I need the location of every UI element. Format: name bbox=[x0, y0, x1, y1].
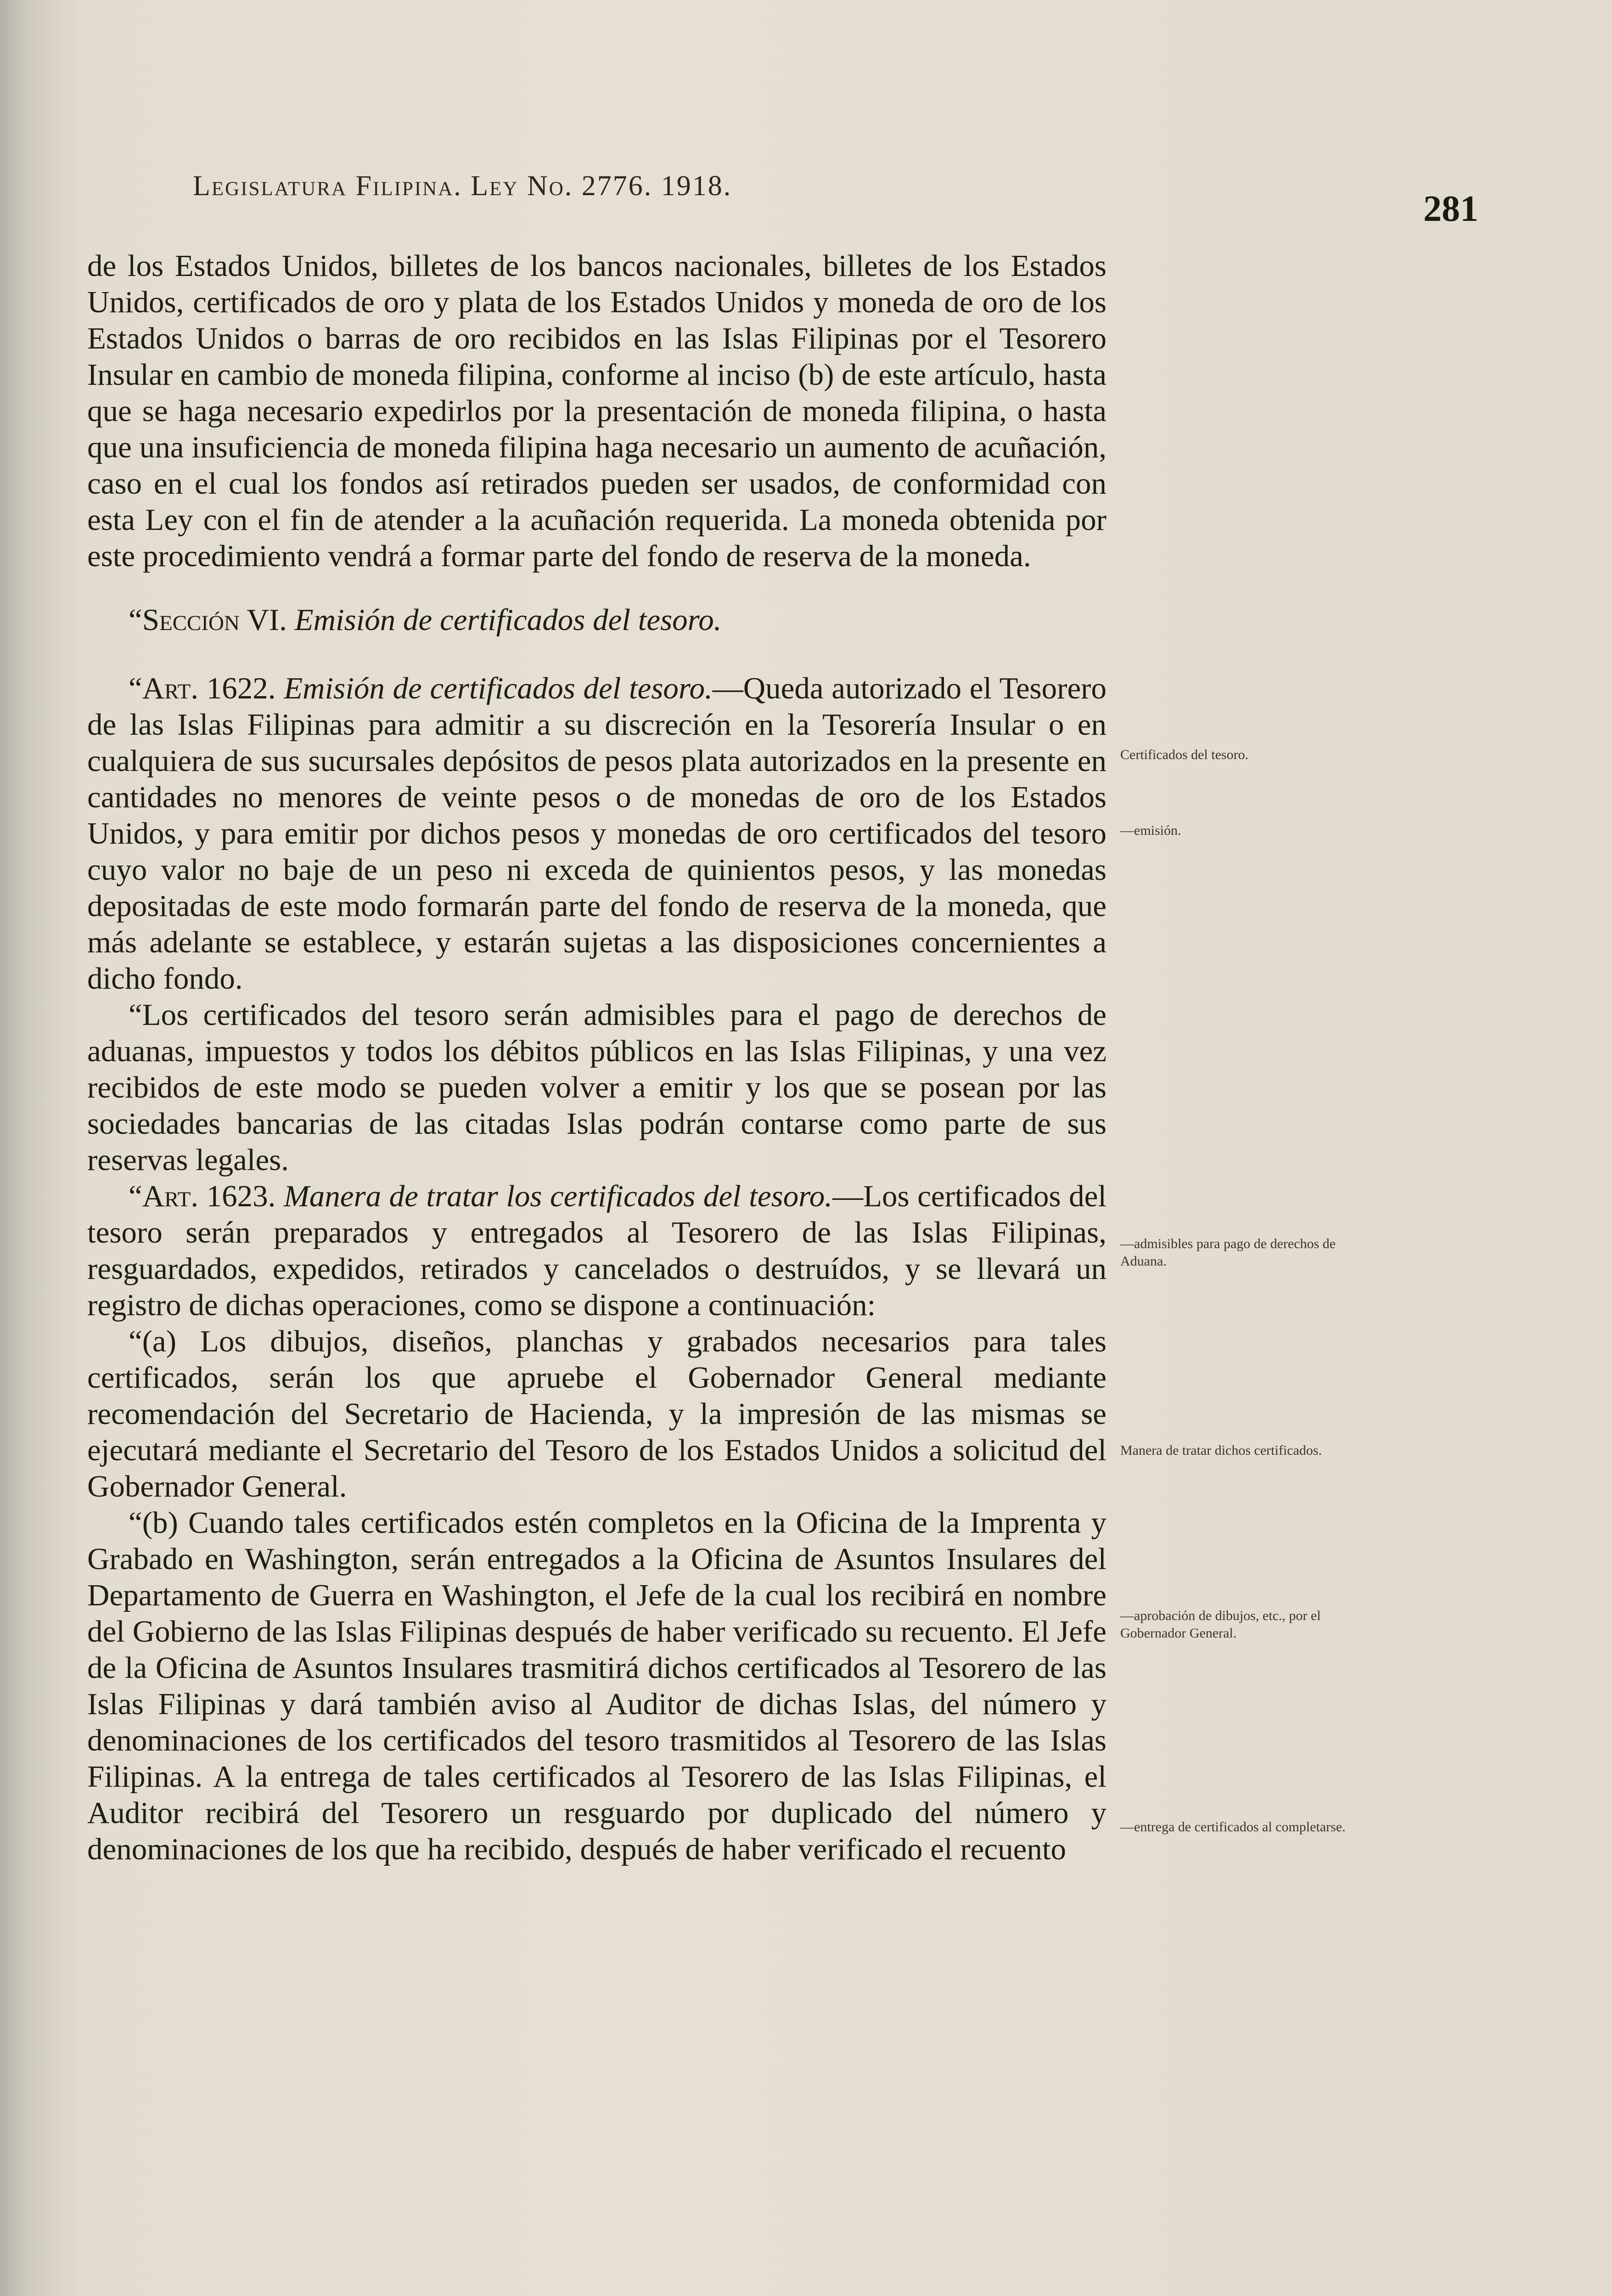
article-1623-text: —Los certificados del tesoro serán preparados y entregados al Tesorero de las Islas Filipinas, resguardados, expedidos, retirados y cancelados o destruídos, y se llevará un registro de dichas operaciones, como se dispone a continuación: bbox=[87, 1179, 1106, 1322]
margin-note-emision: —emisión. bbox=[1120, 823, 1181, 838]
margin-note-manera: Manera de tratar dichos certificados. bbox=[1120, 1443, 1322, 1458]
article-1622-label: “Art. 1622. bbox=[129, 671, 276, 705]
paragraph-a: “(a) Los dibujos, diseños, planchas y grabados necesarios para tales certificados, serán los que apruebe el Gobernador General mediante recomendación del Secretario de Hacienda, y la impresión de las mismas se ejecutará mediante el Secretario del Tesoro de los Estados Unidos a solicitud del Gobernador General. bbox=[87, 1324, 1106, 1503]
paragraph-b: “(b) Cuando tales certificados estén completos en la Oficina de la Imprenta y Grabado en Washington, serán entregados a la Oficina de Asuntos Insulares del Departamento de Guerra en Washington, el Jefe de la cual los recibirá en nombre del Gobierno de las Islas Filipinas después de haber verificado su recuento. El Jefe de la Oficina de Asuntos Insulares trasmitirá dichos certificados al Tesorero de las Islas Filipinas y dará también aviso al Auditor de dichas Islas, del número y denominaciones de los certificados del tesoro trasmitidos al Tesorero de las Islas Filipinas. A la entrega de tales certificados al Tesorero de las Islas Filipinas, el Auditor recibirá del Tesorero un resguardo por duplicado del número y denominaciones de los que ha recibido, después de haber verificado el recuento bbox=[87, 1506, 1106, 1866]
article-1623-label: “Art. 1623. bbox=[129, 1179, 276, 1213]
page-number: 281 bbox=[1423, 189, 1478, 229]
article-1622-title: Emisión de certificados del tesoro. bbox=[284, 671, 713, 705]
section-heading bbox=[87, 602, 1106, 638]
paragraph-admisibles: “Los certificados del tesoro serán admisibles para el pago de derechos de aduanas, impuestos y todos los débitos públicos en las Islas Filipinas, y una vez recibidos de este modo se pueden volver a emitir y los que se posean por las sociedades bancarias de las citadas Islas podrán contarse como parte de sus reservas legales. bbox=[87, 998, 1106, 1177]
running-header: Legislatura Filipina. Ley No. 2776. 1918. bbox=[193, 170, 732, 202]
body-text bbox=[87, 248, 1106, 1868]
section-title: Emisión de certificados del tesoro. bbox=[294, 603, 722, 637]
margin-note-aprobacion: —aprobación de dibujos, etc., por el Gobernador General. bbox=[1120, 1608, 1321, 1641]
margin-note-entrega: —entrega de certificados al completarse. bbox=[1120, 1819, 1346, 1835]
article-1623-title: Manera de tratar los certificados del tesoro. bbox=[283, 1179, 833, 1213]
margin-note-admisibles: —admisibles para pago de derechos de Aduana. bbox=[1120, 1236, 1336, 1269]
article-1622 bbox=[87, 670, 1106, 997]
margin-note-certificados: Certificados del tesoro. bbox=[1120, 747, 1249, 762]
article-1622-text: —Queda autorizado el Tesorero de las Islas Filipinas para admitir a su discreción en la Tesorería Insular o en cualquiera de sus sucursales depósitos de pesos plata autorizados en la presente en cantidades no menores de veinte pesos o de monedas de oro de los Estados Unidos, y para emitir por dichos pesos y monedas de oro certificados del tesoro cuyo valor no baje de un peso ni exceda de quinientos pesos, y las monedas depositadas de este modo formarán parte del fondo de reserva de la moneda, que más adelante se establece, y estarán sujetas a las disposiciones concernientes a dicho fondo. bbox=[87, 671, 1106, 996]
paragraph-continuation: de los Estados Unidos, billetes de los bancos nacionales, billetes de los Estados Unidos, certificados de oro y plata de los Estados Unidos y moneda de oro de los Estados Unidos o barras de oro recibidos en las Islas Filipinas por el Tesorero Insular en cambio de moneda filipina, conforme al inciso (b) de este artículo, hasta que se haga necesario expedirlos por la presentación de moneda filipina, o hasta que una insuficiencia de moneda filipina haga necesario un aumento de acuñación, caso en el cual los fondos así retirados pueden ser usados, de conformidad con esta Ley con el fin de atender a la acuñación requerida. La moneda obtenida por este procedimiento vendrá a formar parte del fondo de reserva de la moneda. bbox=[87, 249, 1106, 573]
article-1623 bbox=[87, 1178, 1106, 1323]
section-label: “Sección VI. bbox=[129, 603, 287, 637]
